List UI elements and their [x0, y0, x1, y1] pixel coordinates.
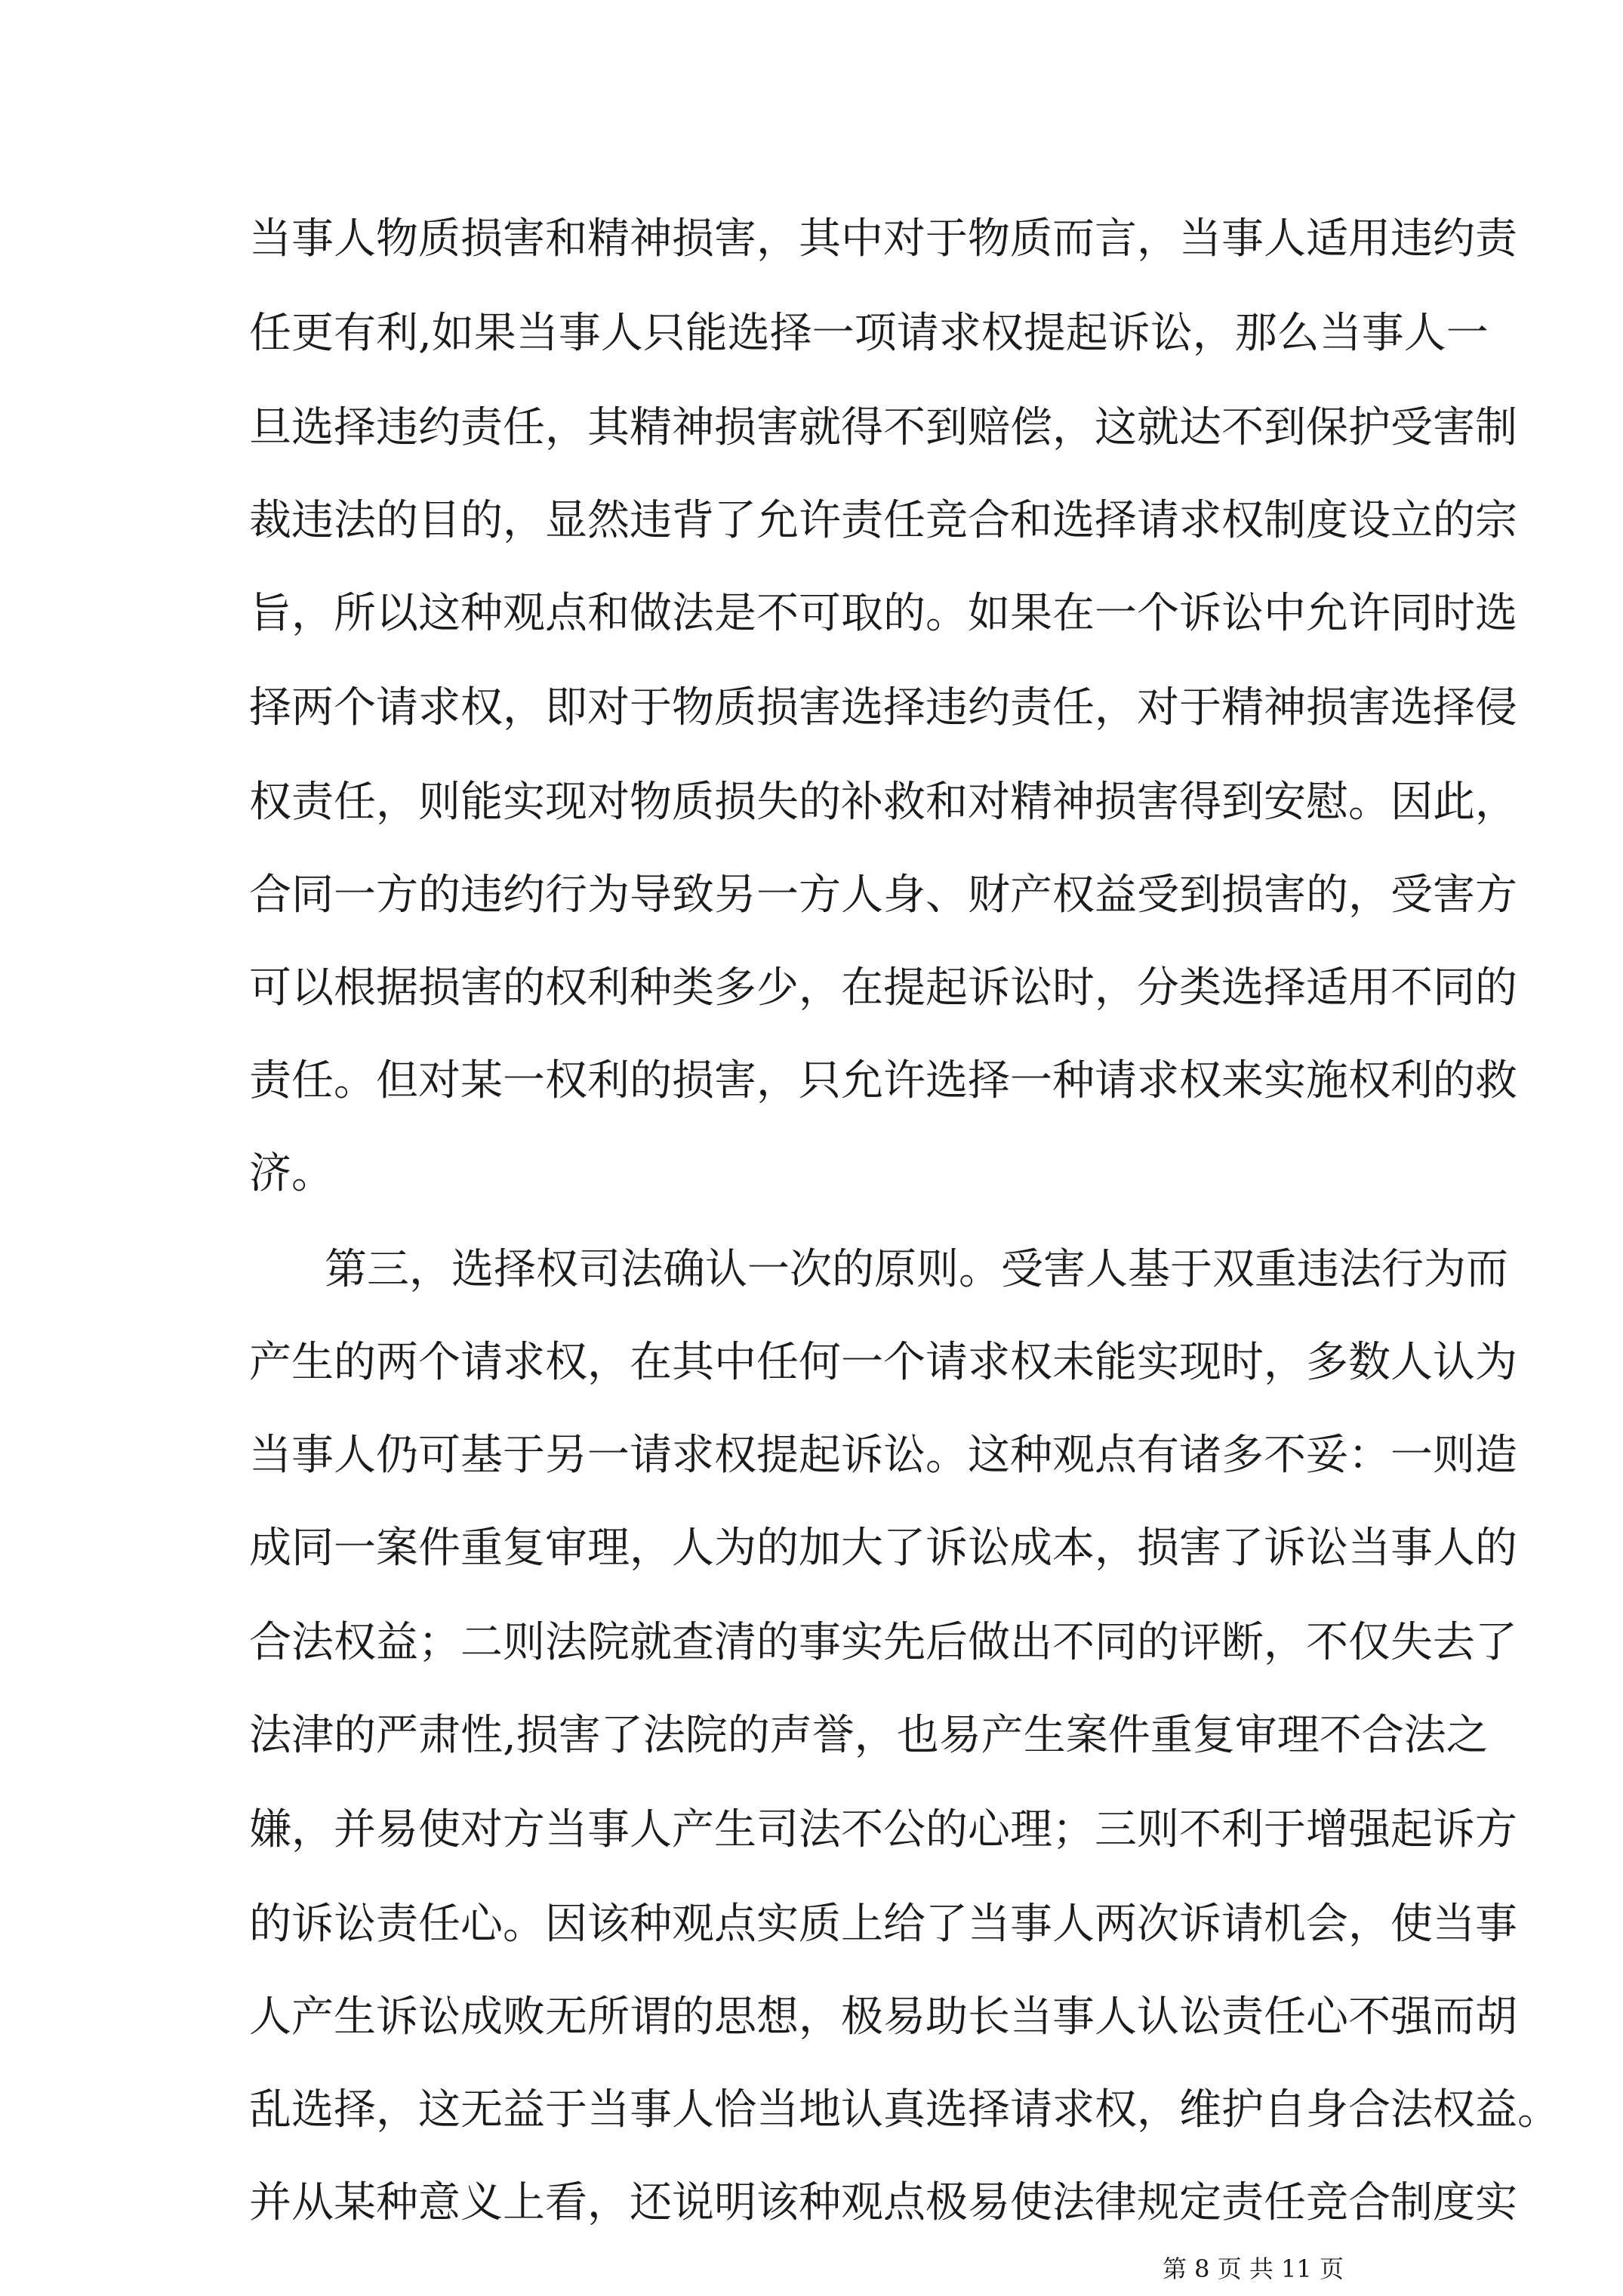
text-line: 择两个请求权，即对于物质损害选择违约责任，对于精神损害选择侵: [249, 683, 1517, 732]
text-line: 嫌，并易使对方当事人产生司法不公的心理；三则不利于增强起诉方: [249, 1805, 1517, 1854]
text-line: 济。: [249, 1149, 334, 1198]
text-line: 的诉讼责任心。因该种观点实质上给了当事人两次诉请机会，使当事: [249, 1900, 1517, 1949]
text-line: 裁违法的目的，显然违背了允许责任竞合和选择请求权制度设立的宗: [249, 496, 1517, 545]
paragraph-first-line: 第三，选择权司法确认一次的原则。受害人基于双重违法行为而: [325, 1245, 1508, 1294]
text-line: 当事人仍可基于另一请求权提起诉讼。这种观点有诸多不妥：一则造: [249, 1431, 1517, 1480]
text-line: 权责任，则能实现对物质损失的补救和对精神损害得到安慰。因此，: [249, 778, 1517, 827]
text-line: 合同一方的违约行为导致另一方人身、财产权益受到损害的，受害方: [249, 871, 1517, 920]
text-line: 人产生诉讼成败无所谓的思想，极易助长当事人认讼责任心不强而胡: [249, 1992, 1517, 2042]
text-line: 可以根据损害的权利种类多少，在提起诉讼时，分类选择适用不同的: [249, 963, 1517, 1012]
text-line: 责任。但对某一权利的损害，只允许选择一种请求权来实施权利的救: [249, 1056, 1517, 1105]
text-line: 法津的严肃性,损害了法院的声誉，也易产生案件重复审理不合法之: [249, 1711, 1489, 1760]
text-line: 成同一案件重复审理，人为的加大了诉讼成本，损害了诉讼当事人的: [249, 1524, 1517, 1573]
text-line: 并从某种意义上看，还说明该种观点极易使法律规定责任竞合制度实: [249, 2178, 1517, 2227]
text-line: 旨，所以这种观点和做法是不可取的。如果在一个诉讼中允许同时选: [249, 589, 1517, 638]
text-line: 旦选择违约责任，其精神损害就得不到赔偿，这就达不到保护受害制: [249, 403, 1517, 452]
text-line: 产生的两个请求权，在其中任何一个请求权未能实现时，多数人认为: [249, 1338, 1517, 1387]
text-line: 合法权益；二则法院就查清的事实先后做出不同的评断，不仅失去了: [249, 1618, 1517, 1667]
page-number-footer: 第 8 页 共 11 页: [1163, 2254, 1344, 2283]
text-line: 乱选择，这无益于当事人恰当地认真选择请求权，维护自身合法权益。: [249, 2085, 1560, 2134]
text-line: 任更有利,如果当事人只能选择一项请求权提起诉讼，那么当事人一: [249, 309, 1489, 358]
text-line: 当事人物质损害和精神损害，其中对于物质而言，当事人适用违约责: [249, 214, 1517, 264]
